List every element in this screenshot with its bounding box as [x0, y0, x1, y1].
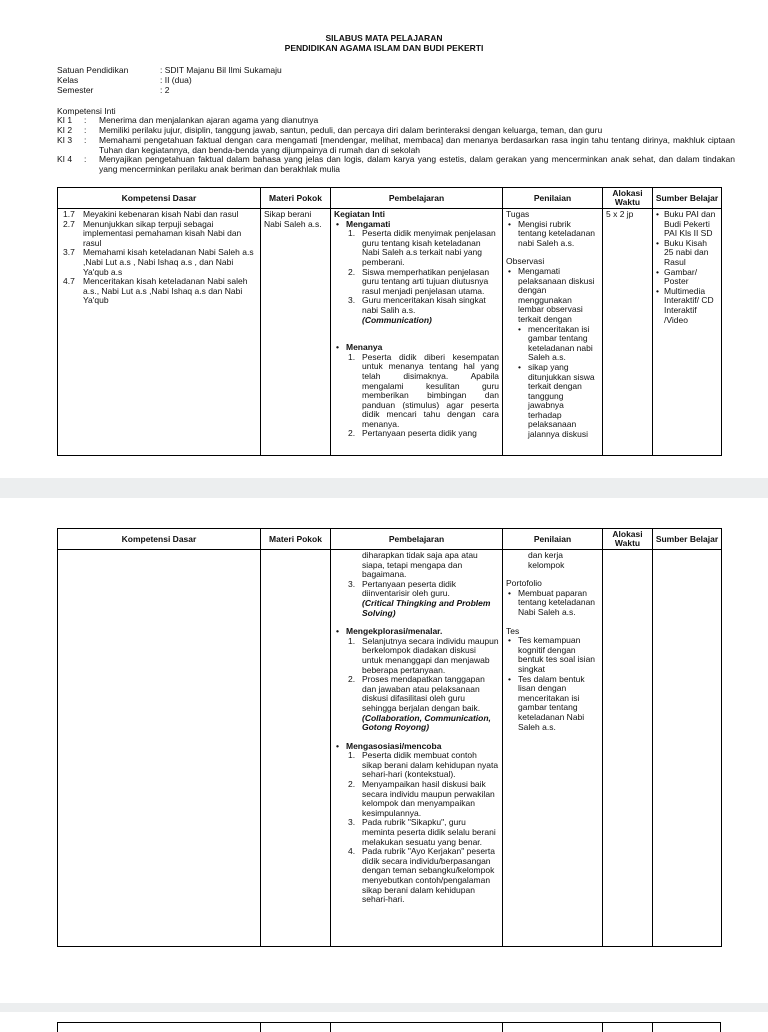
- header-alokasi: Alokasi Waktu: [603, 188, 653, 209]
- materi-cell: [261, 550, 331, 947]
- alokasi-cell: 5 x 2 jp: [603, 209, 653, 456]
- kd-item: 3.7 Memahami kisah keteladanan Nabi Saleh a.s ,Nabi Lut a.s , Nabi Ishaq a.s , dan Nabi Ya'qub a.s: [63, 247, 254, 277]
- list-item: 4. Pada rubrik "Ayo Kerjakan" peserta didik secara individu/berpasangan dengan teman sebangku/kelompok menyebutkan contoh/pengalaman sikap berani dalam kehidupan sehari-hari.: [348, 846, 495, 905]
- document-title: SILABUS MATA PELAJARAN: [325, 33, 443, 43]
- pembelajaran-cell: [331, 209, 503, 456]
- header-materi: Materi Pokok: [261, 529, 331, 550]
- header-pembelajaran: Pembelajaran: [331, 529, 503, 550]
- ki-code: KI 3: [57, 135, 73, 145]
- list-subitem: • menceritakan isi gambar tentang keteladanan nabi Saleh a.s.: [518, 323, 593, 363]
- list-item: • Buku Kisah 25 nabi dan Rasul: [656, 237, 709, 267]
- materi-cell: Sikap berani Nabi Saleh a.s.: [261, 209, 331, 456]
- document-subtitle: PENDIDIKAN AGAMA ISLAM DAN BUDI PEKERTI: [284, 43, 484, 53]
- header-sumber: Sumber Belajar: [653, 529, 722, 550]
- list-item: 1. Selanjutnya secara individu maupun berkelompok diadakan diskusi untuk menanggapi dan menjawab beberapa pertanyaan.: [348, 635, 499, 675]
- pembelajaran-cell: [331, 550, 503, 947]
- table-row: [58, 550, 722, 947]
- kd-item: 2.7 Menunjukkan sikap terpuji sebagai implementasi pemahaman kisah Nabi dan rasul: [63, 218, 242, 248]
- kd-cell: [58, 550, 261, 947]
- list-item: 1. Peserta didik membuat contoh sikap berani dalam kehidupan nyata sehari-hari (kontekstual).: [348, 750, 499, 780]
- document-page-3: [0, 1012, 768, 1032]
- penilaian-tes: Tes: [506, 625, 520, 636]
- info-value-kelas: : II (dua): [160, 75, 192, 85]
- list-item: • Tes dalam bentuk lisan dengan menceritakan isi gambar tentang keteladanan Nabi Saleh a.s.: [508, 673, 585, 732]
- ki-text: Memahami pengetahuan faktual dengan cara mengamati [mendengar, melihat, membaca] dan menanya berdasarkan rasa ingin tahu tentang dirinya, makhluk ciptaan Tuhan dan kegiatannya, dan benda-benda yang dijumpainya di rumah dan di sekolah: [99, 135, 735, 155]
- list-item: • Membuat paparan tentang keteladanan Nabi Saleh a.s.: [508, 587, 596, 617]
- eksplorasi-heading: • Mengekplorasi/menalar.: [336, 626, 443, 637]
- asosiasi-heading: • Mengasosiasi/mencoba: [336, 740, 442, 751]
- header-kd: Kompetensi Dasar: [58, 188, 261, 209]
- list-item: 1. Peserta didik menyimak penjelasan guru tentang kisah keteladanan Nabi Saleh a.s terkait nabi yang pemberani.: [348, 228, 496, 267]
- sumber-cell: [653, 209, 722, 456]
- document-page-1: SILABUS MATA PELAJARAN PENDIDIKAN AGAMA ISLAM DAN BUDI PEKERTI Satuan Pendidikan : SDIT Majanu Bil Ilmi Sukamaju Kelas : II (dua) Semester : 2 Kompetensi Inti KI 1 : Menerima dan menjalankan ajaran agama yang dianutnya KI 2 : Memiliki perilaku jujur, disiplin, tanggung jawab, santun, peduli, dan percaya diri dalam berinteraksi dengan keluarga, teman, dan guru KI 3 : Memahami pengetahuan faktual dengan cara mengamati [mendengar, melihat, membaca] dan menanya berdasarkan rasa ingin tahu tentang dirinya, makhluk ciptaan Tuhan dan kegiatannya, dan benda-benda yang dijumpainya di rumah dan di sekolah KI 4 : Menyajikan pengetahuan faktual dalam bahasa yang jelas dan logis, dalam karya yang estetis, dalam gerakan yang mencerminkan anak sehat, dan dalam tindakan yang mencerminkan perilaku anak beriman dan berakhlak mulia Kompetensi Dasar Materi Pokok Pembelajaran Penilaian Alokasi Waktu Sumber Belajar 1.7 Meyakini kebenaran kisah Nabi dan rasul 2.7 Menunjukkan sikap terpuji sebagai implementasi pemahaman kisah Nabi dan rasul 3.7 Memahami kisah keteladanan Nabi Saleh a.s ,Nabi Lut a.s , Nabi Ishaq a.s , dan Nabi Ya'qub a.s 4.7 Menceritakan kisah keteladanan Nabi saleh a.s., Nabi Lut a.s ,Nabi Ishaq a.s dan Nabi Ya'qub Sikap berani Nabi Saleh a.s. Kegiatan Inti • Mengamati 1. Peserta didik menyimak penjelasan guru tentang kisah keteladanan Nabi Saleh a.s terkait nabi yang pemberani. 2. Siswa memperhatikan penjelasan guru tentang arti tujuan diutusnya rasul menjadi penjelasan utama. 3. Guru menceritakan kisah singkat nabi Salih a.s. (Communication) • Menanya 1. Peserta didik diberi kesempatan untuk menanya tentang hal yang telah disimaknya. Apabila mengalami kesulitan guru memberikan bimbingan dan panduan (stimulus) agar peserta didik mencari tahu dengan cara menanya. 2. Pertanyaan peserta didik yang Tugas • Mengisi rubrik tentang keteladanan nabi Saleh a.s. Observasi • Mengamati pelaksanaan diskusi dengan menggunakan lembar observasi terkait dengan • menceritakan isi gambar tentang keteladanan nabi Saleh a.s. • sikap yang ditunjukkan siswa terkait dengan tanggung jawabnya terhadap pelaksanaan jalannya diskusi 5 x 2 jp • Buku PAI dan Budi Pekerti PAI Kls II SD • Buku Kisah 25 nabi dan Rasul • Gambar/ Poster • Multimedia Interaktif/ CD Interaktif /Video: [0, 0, 768, 478]
- ki-text: Menerima dan menjalankan ajaran agama yang dianutnya: [99, 115, 319, 125]
- list-item: 3. Pertanyaan peserta didik diinventarisir oleh guru. (Critical Thingking and Problem Solving): [348, 578, 491, 618]
- header-penilaian: Penilaian: [503, 188, 603, 209]
- menanya-heading: • Menanya: [336, 342, 383, 353]
- header-pembelajaran: Pembelajaran: [331, 188, 503, 209]
- penilaian-cell: [503, 550, 603, 947]
- info-label-satuan: Satuan Pendidikan: [57, 65, 129, 75]
- penilaian-observasi: Observasi: [506, 256, 545, 267]
- table-top-border: [57, 1022, 721, 1023]
- pembelajaran-continued: diharapkan tidak saja apa atau siapa, tetapi mengapa dan bagaimana.: [362, 551, 478, 580]
- document-page-2: [0, 498, 768, 1003]
- table-header-row: [58, 529, 722, 550]
- list-item: 1. Peserta didik diberi kesempatan untuk menanya tentang hal yang telah disimaknya. Apabila mengalami kesulitan guru memberikan bimbingan dan panduan (stimulus) agar peserta didik mencari tahu dengan cara menanya.: [348, 351, 499, 429]
- info-label-semester: Semester: [57, 85, 94, 95]
- header-kd: Kompetensi Dasar: [58, 529, 261, 550]
- header-alokasi: Alokasi Waktu: [603, 529, 653, 550]
- syllabus-table-continued: [57, 528, 722, 947]
- ki-heading: Kompetensi Inti: [57, 106, 116, 116]
- list-item: 2. Proses mendapatkan tanggapan dan jawaban atau pelaksanaan diskusi difasilitasi oleh guru sehingga berjalan dengan baik. (Collaboration, Communication, Gotong Royong): [348, 674, 491, 733]
- table-header-row: [58, 188, 722, 209]
- ki-code: KI 4: [57, 154, 73, 164]
- list-item: • Mengisi rubrik tentang keteladanan nabi Saleh a.s.: [508, 218, 596, 248]
- ki-code: KI 1: [57, 115, 73, 125]
- penilaian-portofolio: Portofolio: [506, 578, 542, 589]
- list-item: 2. Menyampaikan hasil diskusi baik secara individu maupun perwakilan kelompok dan menyampaikan kesimpulannya.: [348, 779, 495, 818]
- kegiatan-inti-heading: Kegiatan Inti: [334, 210, 386, 219]
- list-item: 2. Pertanyaan peserta didik yang: [348, 428, 477, 439]
- ki-text: Memiliki perilaku jujur, disiplin, tanggung jawab, santun, peduli, dan percaya diri dalam berinteraksi dengan keluarga, teman, dan guru: [99, 125, 603, 135]
- info-label-kelas: Kelas: [57, 75, 79, 85]
- list-item: • Mengamati pelaksanaan diskusi dengan menggunakan lembar observasi terkait dengan • menceritakan isi gambar tentang keteladanan nabi Saleh a.s. • sikap yang ditunjukkan siswa terkait dengan tanggung jawabnya terhadap pelaksanaan jalannya diskusi: [506, 267, 599, 440]
- list-subitem: • sikap yang ditunjukkan siswa terkait dengan tanggung jawabnya terhadap pelaksanaan jalannya diskusi: [518, 361, 595, 440]
- mengamati-heading: • Mengamati: [336, 218, 391, 229]
- header-sumber: Sumber Belajar: [653, 188, 722, 209]
- penilaian-continued: dan kerja kelompok: [528, 551, 565, 570]
- kd-cell: [58, 209, 261, 456]
- info-value-semester: : 2: [160, 85, 170, 95]
- ki-code: KI 2: [57, 125, 73, 135]
- list-item: • Buku PAI dan Budi Pekerti PAI Kls II SD: [656, 210, 716, 239]
- list-item: 3. Guru menceritakan kisah singkat nabi Salih a.s. (Communication): [348, 295, 486, 325]
- list-item: • Gambar/ Poster: [656, 266, 698, 287]
- header-materi: Materi Pokok: [261, 188, 331, 209]
- list-item: • Tes kemampuan kognitif dengan bentuk tes soal isian singkat: [508, 635, 596, 674]
- penilaian-tugas: Tugas: [506, 210, 530, 219]
- list-item: 2. Siswa memperhatikan penjelasan guru tentang arti tujuan diutusnya rasul menjadi penjelasan utama.: [348, 266, 490, 296]
- kd-item: 1.7 Meyakini kebenaran kisah Nabi dan rasul: [63, 210, 239, 219]
- list-item: • Multimedia Interaktif/ CD Interaktif /Video: [656, 285, 714, 325]
- kd-item: 4.7 Menceritakan kisah keteladanan Nabi saleh a.s., Nabi Lut a.s ,Nabi Ishaq a.s dan Nabi Ya'qub: [63, 276, 248, 306]
- info-value-satuan: : SDIT Majanu Bil Ilmi Sukamaju: [160, 65, 282, 75]
- syllabus-table: [57, 187, 722, 456]
- header-penilaian: Penilaian: [503, 529, 603, 550]
- ki-text: Menyajikan pengetahuan faktual dalam bahasa yang jelas dan logis, dalam karya yang estetis, dalam gerakan yang mencerminkan anak sehat, dan dalam tindakan yang mencerminkan perilaku anak beriman dan berakhlak mulia: [99, 154, 735, 174]
- alokasi-cell: [603, 550, 653, 947]
- sumber-cell: [653, 550, 722, 947]
- penilaian-cell: [503, 209, 603, 456]
- table-row: [58, 209, 722, 456]
- list-item: 3. Pada rubrik "Sikapku", guru meminta peserta didik selalu berani melakukan sesuatu yang benar.: [348, 817, 496, 847]
